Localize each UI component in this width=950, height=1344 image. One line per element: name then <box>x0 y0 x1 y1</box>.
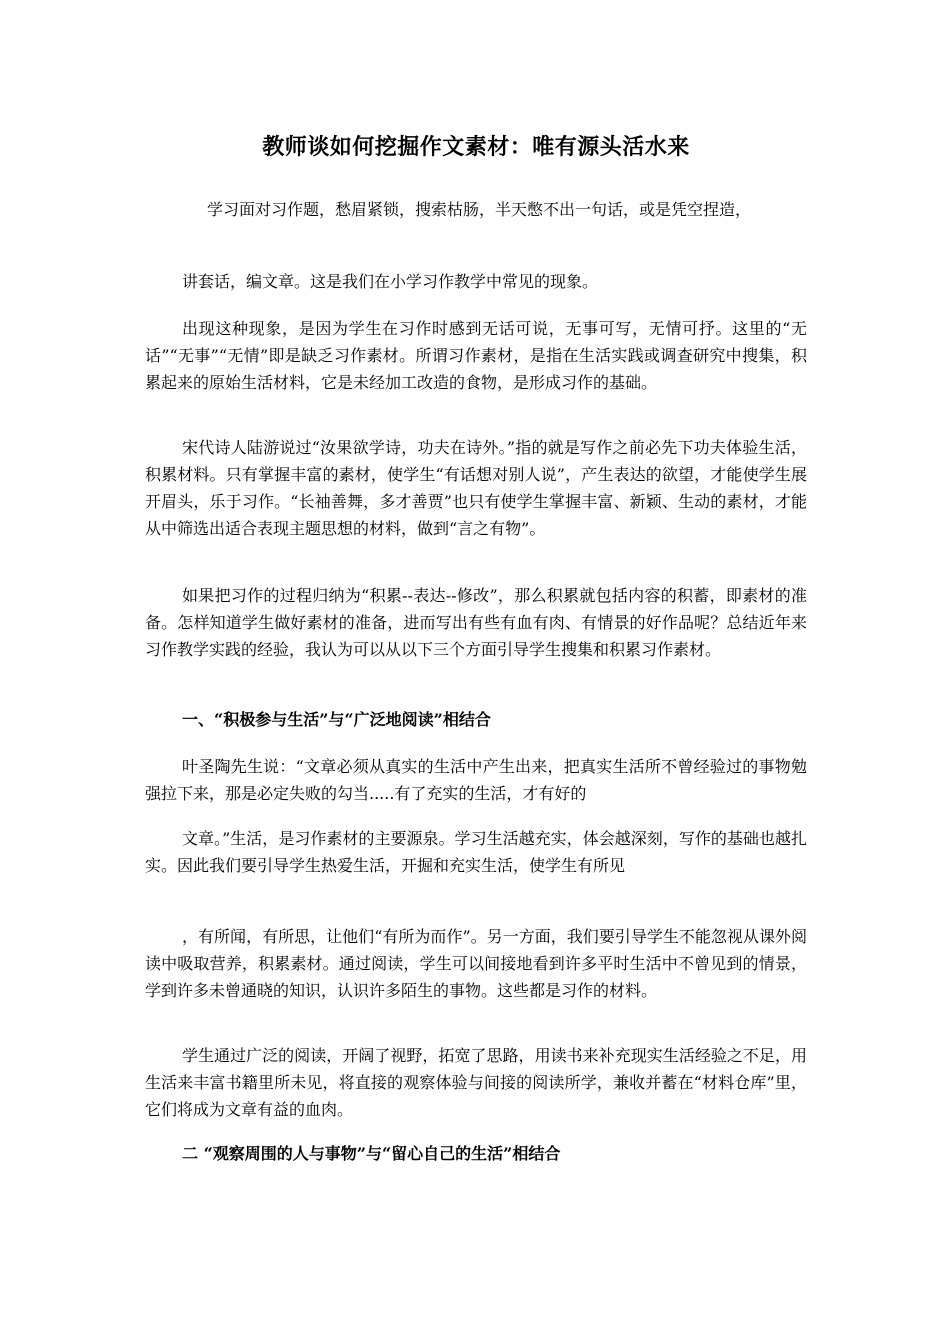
section-heading-1: 一、“积极参与生活”与“广泛地阅读”相结合 <box>182 710 491 729</box>
paragraph-6: 叶圣陶先生说：“文章必须从真实的生活中产生出来，把真实生活所不曾经验过的事物勉强拉下来，那是必定失败的勾当.....有了充实的生活，才有好的 <box>145 757 807 803</box>
section-heading-2: 二 “观察周围的人与事物”与“留心自己的生活”相结合 <box>182 1144 561 1163</box>
paragraph-1: 学习面对习作题，愁眉紧锁，搜索枯肠，半天憋不出一句话，或是凭空捏造， <box>207 200 752 219</box>
paragraph-3: 出现这种现象，是因为学生在习作时感到无话可说，无事可写，无情可抒。这里的“无话”“无事”“无情”即是缺乏习作素材。所谓习作素材，是指在生活实践或调查研究中搜集，积累起来的原始生活材料，它是未经加工改造的食物，是形成习作的基础。 <box>145 319 807 392</box>
paragraph-9: 学生通过广泛的阅读，开阔了视野，拓宽了思路，用读书来补充现实生活经验之不足，用生活来丰富书籍里所未见，将直接的观察体验与间接的阅读所学，兼收并蓄在“材料仓库”里，它们将成为文章有益的血肉。 <box>145 1046 807 1119</box>
paragraph-8: ，有所闻，有所思，让他们“有所为而作”。另一方面，我们要引导学生不能忽视从课外阅读中吸取营养，积累素材。通过阅读，学生可以间接地看到许多平时生活中不曾见到的情景，学到许多未曾通晓的知识，认识许多陌生的事物。这些都是习作的材料。 <box>145 927 807 1000</box>
document-title: 教师谈如何挖掘作文素材：唯有源头活水来 <box>262 134 690 160</box>
paragraph-7: 文章。”生活，是习作素材的主要源泉。学习生活越充实，体会越深刻，写作的基础也越扎实。因此我们要引导学生热爱生活，开掘和充实生活，使学生有所见 <box>145 829 807 875</box>
paragraph-2: 讲套话，编文章。这是我们在小学习作教学中常见的现象。 <box>182 272 599 291</box>
paragraph-4: 宋代诗人陆游说过“汝果欲学诗，功夫在诗外。”指的就是写作之前必先下功夫体验生活，积累材料。只有掌握丰富的素材，使学生“有话想对别人说”，产生表达的欲望，才能使学生展开眉头，乐于习作。“长袖善舞，多才善贾”也只有使学生掌握丰富、新颖、生动的素材，才能从中筛选出适合表现主题思想的材料，做到“言之有物”。 <box>145 438 807 538</box>
paragraph-5: 如果把习作的过程归纳为“积累--表达--修改”，那么积累就包括内容的积蓄，即素材的准备。怎样知道学生做好素材的准备，进而写出有些有血有肉、有情景的好作品呢？总结近年来习作教学实践的经验，我认为可以从以下三个方面引导学生搜集和积累习作素材。 <box>145 586 807 659</box>
